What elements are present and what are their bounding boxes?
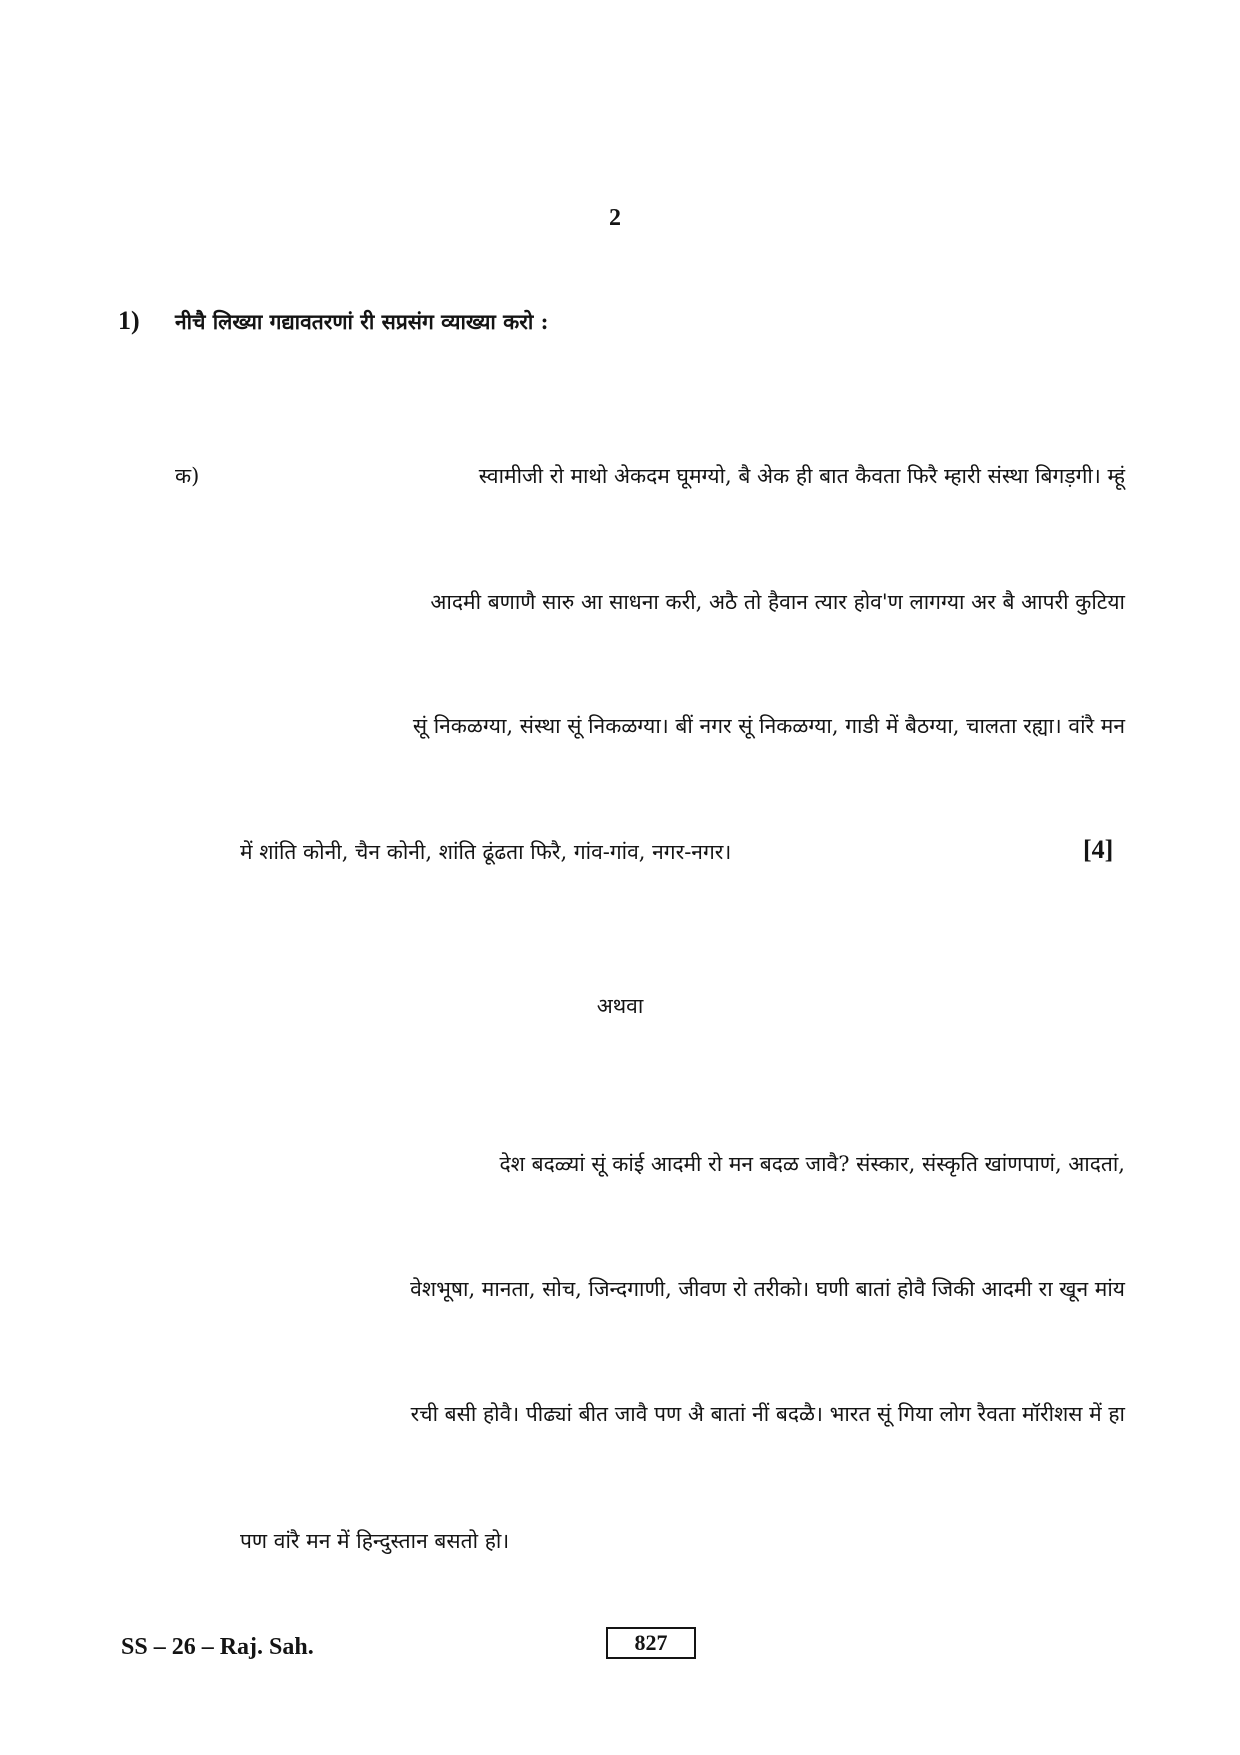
passage-b-line-2: वेशभूषा, मानता, सोच, जिन्दगाणी, जीवण रो तरीको। घणी बातां होवै जिकी आदमी रा खून मांय (410, 1277, 1125, 1301)
passage-a-line-3: सूं निकळग्या, संस्था सूं निकळग्या। बीं नगर सूं निकळग्या, गाडी में बैठग्या, चालता रह्या। वांरै मन (412, 714, 1125, 738)
marks-badge: [4] (1083, 835, 1114, 864)
or-divider: अथवा (596, 994, 644, 1018)
passage-b-line-3: रची बसी होवै। पीढ्यां बीत जावै पण अै बातां नीं बदळै। भारत सूं गिया लोग रैवता मॉरीशस में हा (410, 1402, 1125, 1426)
passage-b-line-1: देश बदळ्यां सूं कांई आदमी रो मन बदळ जावै? संस्कार, संस्कृति खांणपाणं, आदतां, (499, 1152, 1125, 1176)
question-number: 1) (118, 306, 140, 335)
part-a-label: क) (175, 464, 200, 488)
passage-a-line-4: में शांति कोनी, चैन कोनी, शांति ढूंढता फिरै, गांव-गांव, नगर-नगर। (240, 840, 732, 864)
paper-number-box: 827 (606, 1627, 696, 1659)
question-instruction: नीचै लिख्या गद्यावतरणां री सप्रसंग व्याख्या करो : (175, 309, 549, 334)
paper-code: SS – 26 – Raj. Sah. (121, 1634, 314, 1660)
passage-a-line-1: स्वामीजी रो माथो अेकदम घूमग्यो, बै अेक ही बात कैवता फिरै म्हारी संस्था बिगड़गी। म्हूं (478, 464, 1125, 488)
passage-b-line-4: पण वांरै मन में हिन्दुस्तान बसतो हो। (240, 1529, 510, 1553)
passage-a-line-2: आदमी बणाणै सारु आ साधना करी, अठै तो हैवान त्यार होव'ण लागग्या अर बै आपरी कुटिया (430, 590, 1125, 614)
page-number: 2 (609, 205, 621, 231)
